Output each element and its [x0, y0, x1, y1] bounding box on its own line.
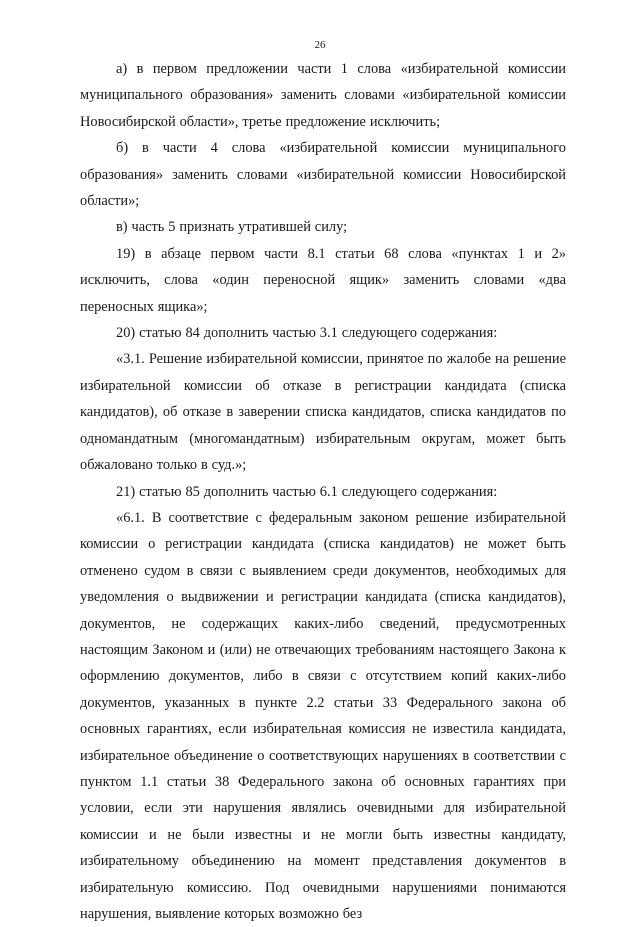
- paragraph-item-20: 20) статью 84 дополнить частью 3.1 следующего содержания:: [116, 325, 498, 342]
- paragraph-item-19: 19) в абзаце первом части 8.1 статьи 68 слова «пунктах 1 и 2» исключить, слова «один переносной ящик» заменить словами «два переносных ящика»;: [80, 245, 566, 315]
- paragraph-v-part-5: в) часть 5 признать утратившей силу;: [116, 219, 348, 236]
- page-number: 26: [314, 39, 326, 51]
- document-body: [80, 56, 566, 927]
- paragraph-a-part-1: а) в первом предложении части 1 слова «избирательной комиссии муниципального образования» заменить словами «избирательной комиссии Новосибирской области», третье предложение исключить;: [80, 61, 566, 130]
- paragraph-quote-6-1: «6.1. В соответствие с федеральным законом решение избирательной комиссии о регистрации кандидата (списка кандидатов) не может быть отменено судом в связи с выявлением среди документов, необходимых для уведомления о выдвижении и регистрации кандидата (списка кандидатов), документов, не содержащих каких-либо сведений, предусмотренных настоящим Законом и (или) не отвечающих требованиям настоящего Закона к оформлению документов, либо в связи с отсутствием копий каких-либо документов, указанных в пункте 2.2 статьи 33 Федерального закона об основных гарантиях, если избирательная комиссия не известила кандидата, избирательное объединение о соответствующих нарушениях в соответствии с пунктом 1.1 статьи 38 Федерального закона об основных гарантиях при условии, если эти нарушения являлись очевидными для избирательной комиссии и не были известны и не могли быть известны кандидату, избирательному объединению на момент представления документов в избирательную комиссию. Под очевидными нарушениями понимаются нарушения, выявление которых возможно без: [80, 509, 566, 922]
- paragraph-b-part-4: б) в части 4 слова «избирательной комиссии муниципального образования» заменить словами «избирательной комиссии Новосибирской области»;: [80, 140, 566, 210]
- paragraph-quote-3-1: «3.1. Решение избирательной комиссии, принятое по жалобе на решение избирательной комиссии об отказе в регистрации кандидата (списка кандидатов), об отказе в заверении списка кандидатов, списка кандидатов по одномандатным (многомандатным) избирательным округам, может быть обжаловано только в суд.»;: [80, 351, 566, 474]
- paragraph-item-21: 21) статью 85 дополнить частью 6.1 следующего содержания:: [116, 483, 498, 500]
